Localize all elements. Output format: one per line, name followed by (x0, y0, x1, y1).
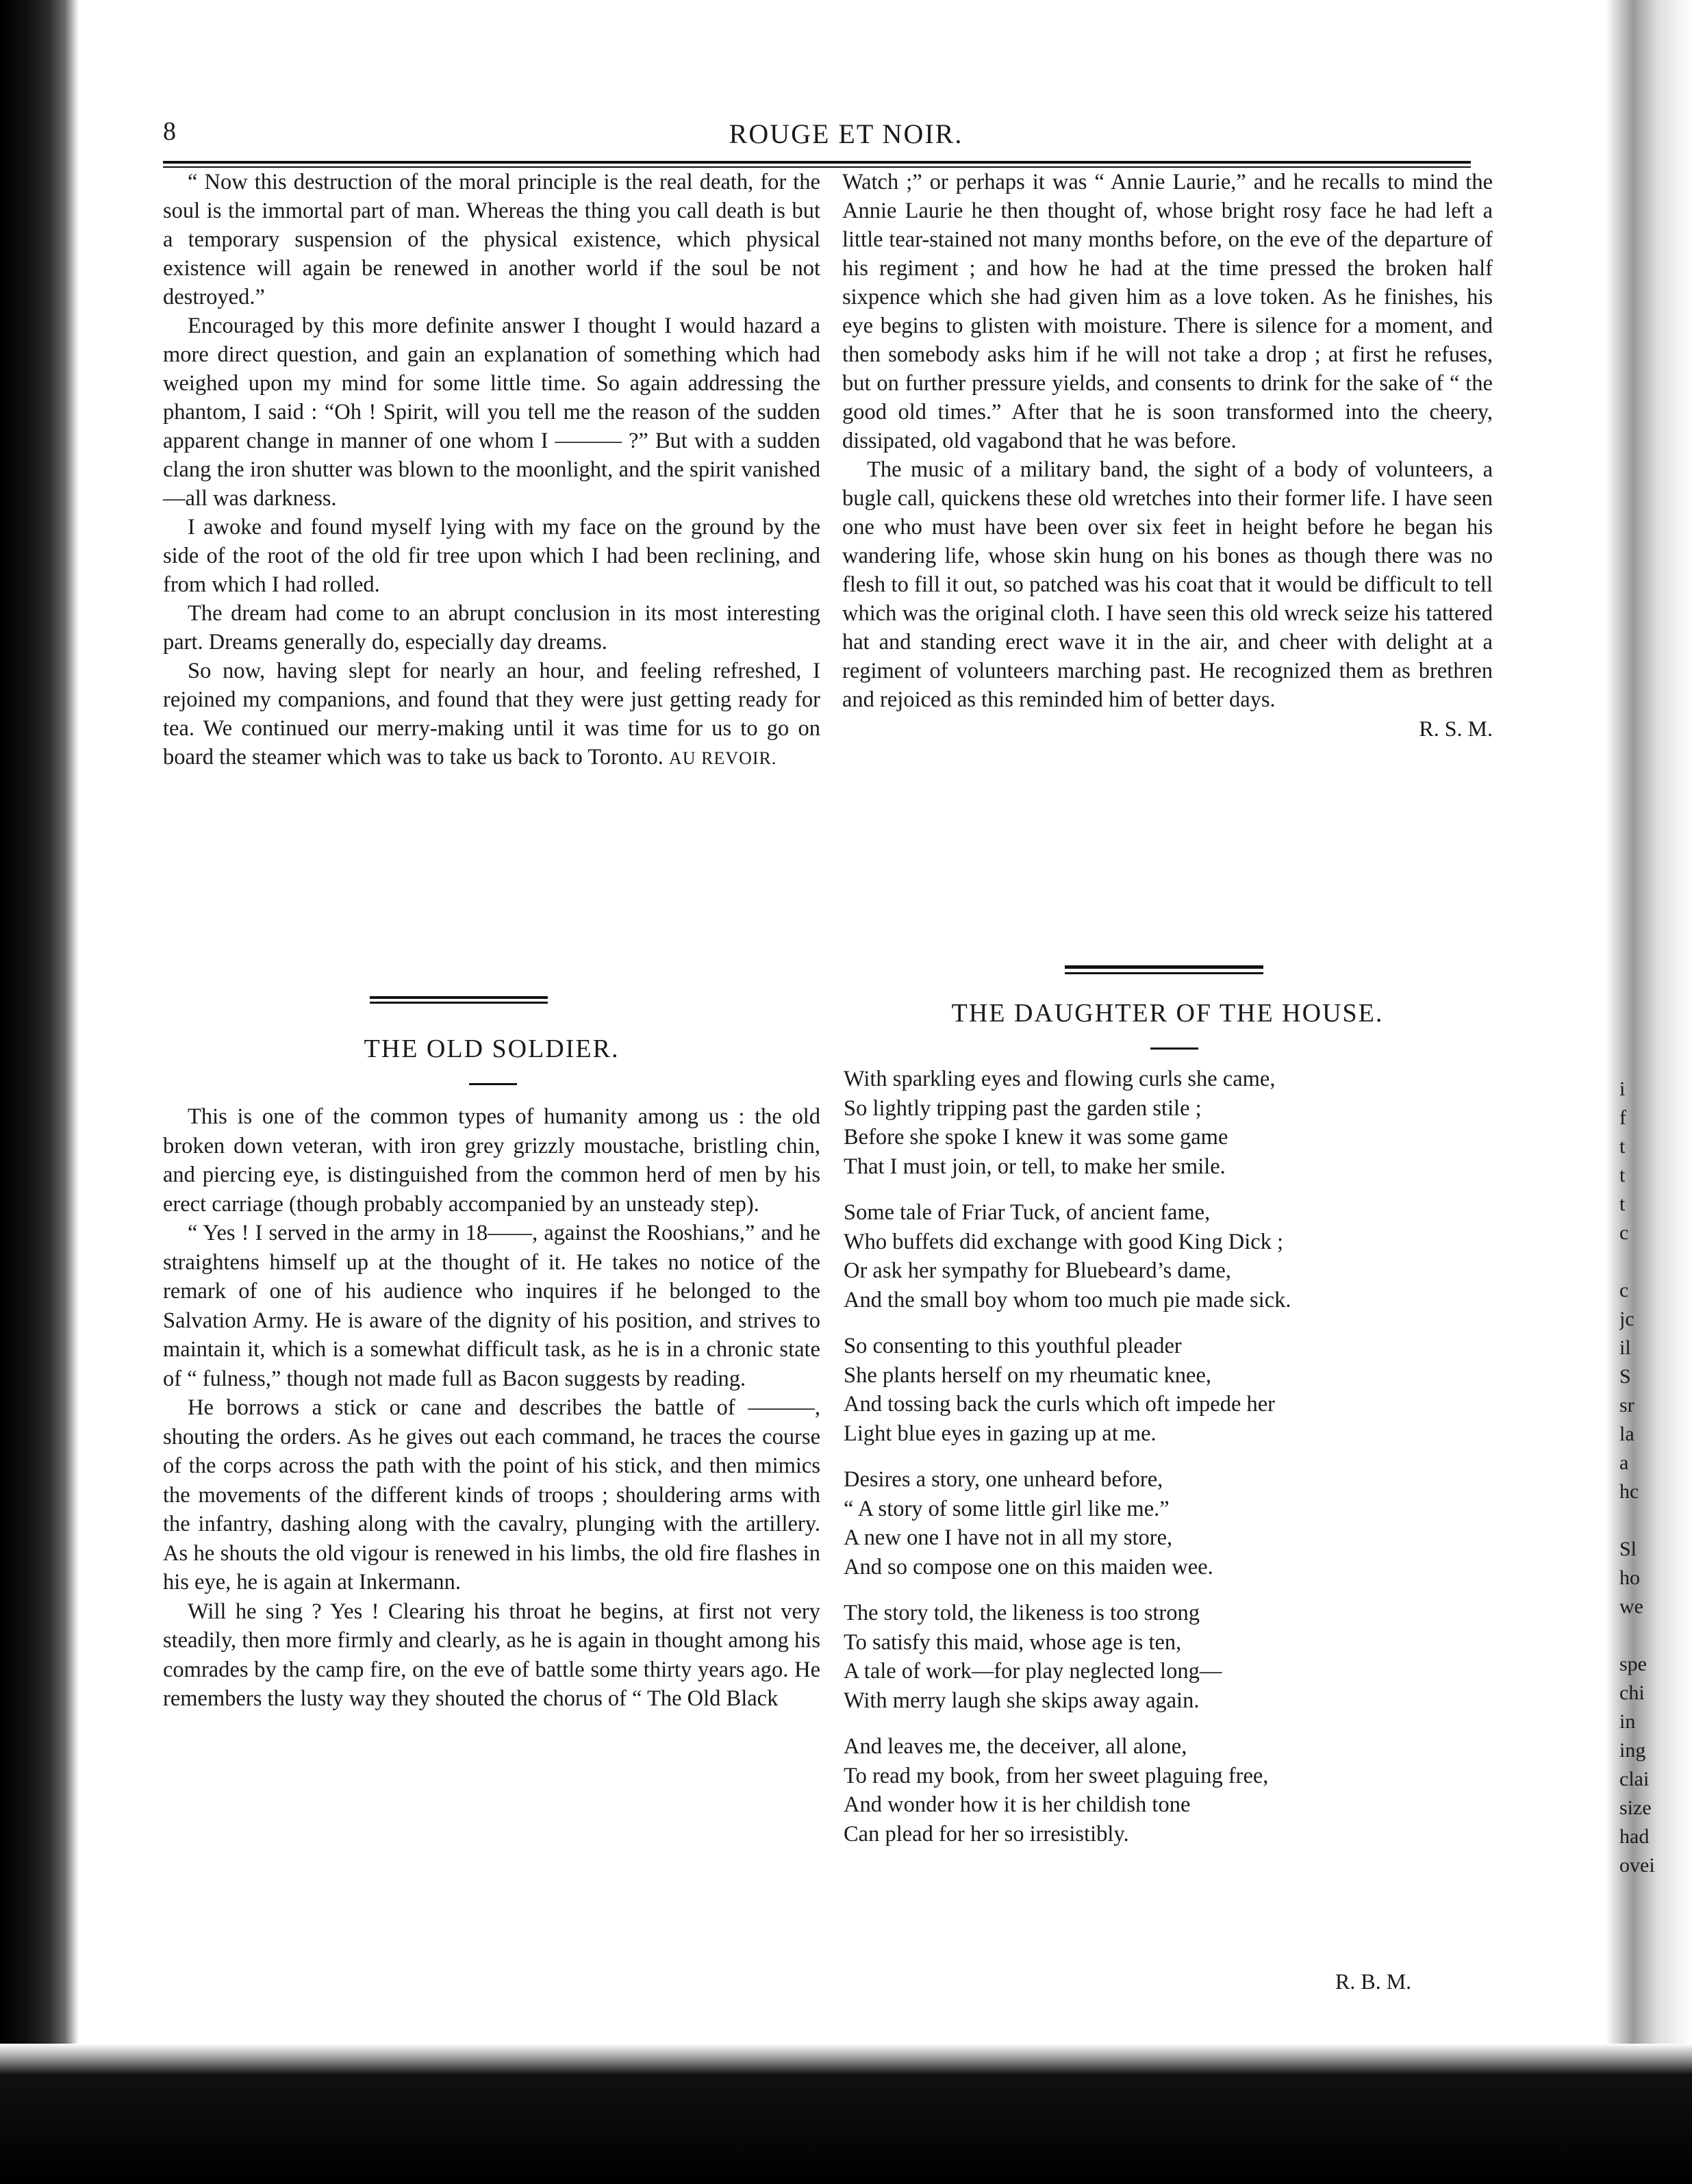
bleed-fragment: ovei (1619, 1854, 1655, 1877)
paragraph: Will he sing ? Yes ! Clearing his throat he begins, at first not very steadily, then more firmly and clearly, as he is again in thought among his comrades by the camp fire, on the eve of battle some thirty years ago. He remembers the lusty way they shouted the chorus of “ The Old Black (163, 1599, 820, 1711)
stanza (844, 1465, 1460, 1582)
paragraph: “ Yes ! I served in the army in 18——, against the Rooshians,” and he straightens himself up at the thought of it. He takes no notice of the remark of one of his audience who inquires if he belonged to the Salvation Army. He is aware of the dignity of his position, and strives to maintain it, which is a somewhat difficult task, as he is in a chronic state of “ fulness,” though not made full as Bacon suggests by reading. (163, 1221, 820, 1391)
poem (844, 1065, 1460, 1866)
bleed-fragment: clai (1619, 1768, 1650, 1790)
poem-line: And wonder how it is her childish tone (844, 1792, 1191, 1817)
stanza (844, 1198, 1460, 1315)
poem-signature: R. B. M. (1335, 1969, 1412, 1994)
poem-line: With sparkling eyes and flowing curls she came, (844, 1067, 1276, 1091)
poem-line: Desires a story, one unheard before, (844, 1467, 1163, 1492)
poem-line: Light blue eyes in gazing up at me. (844, 1421, 1157, 1446)
section-divider (1065, 965, 1263, 969)
article-title-old-soldier: THE OLD SOLDIER. (364, 1034, 620, 1063)
paragraph: I awoke and found myself lying with my face on the ground by the side of the root of the old fir tree upon which I had been reclining, and from which I had rolled. (163, 515, 820, 597)
bleed-fragment: had (1619, 1825, 1650, 1848)
poem-line: Before she spoke I knew it was some game (844, 1125, 1228, 1150)
bleed-fragment: ho (1619, 1566, 1640, 1589)
signature: R. S. M. (1419, 716, 1493, 741)
bleed-fragment: t (1619, 1193, 1626, 1215)
bleed-fragment: chi (1619, 1681, 1645, 1704)
poem-title: THE DAUGHTER OF THE HOUSE. (951, 999, 1384, 1028)
poem-line: The story told, the likeness is too strong (844, 1601, 1200, 1625)
header-rule (163, 161, 1471, 164)
poem-line: And leaves me, the deceiver, all alone, (844, 1734, 1187, 1759)
bleed-fragment: i (1619, 1078, 1626, 1100)
bleed-fragment (1619, 1247, 1674, 1276)
bleed-fragment: we (1619, 1595, 1643, 1618)
bleed-fragment: la (1619, 1423, 1634, 1445)
scan-left-edge (0, 0, 79, 2184)
bleed-fragment: Sl (1619, 1538, 1637, 1560)
poem-line: A new one I have not in all my store, (844, 1525, 1173, 1550)
bleed-fragment (1619, 1506, 1674, 1535)
bleed-fragment: a (1619, 1451, 1629, 1474)
closing-au-revoir: AU REVOIR. (669, 748, 777, 768)
bleed-fragment: size (1619, 1796, 1652, 1819)
poem-line: Can plead for her so irresistibly. (844, 1821, 1129, 1846)
bleed-fragment: t (1619, 1164, 1626, 1186)
bleed-fragment: spe (1619, 1653, 1647, 1675)
running-title: ROUGE ET NOIR. (729, 118, 963, 149)
page-number: 8 (163, 117, 176, 146)
paragraph: Watch ;” or perhaps it was “ Annie Laurie,” and he recalls to mind the Annie Laurie he then thought of, whose bright rosy face he had left a little tear-stained not many months before, on the eve of the departure of his regiment ; and how he had at the time pressed the broken half sixpence which she had given him as a love token. As he finishes, his eye begins to glisten with moisture. There is silence for a moment, and then somebody asks him if he will not take a drop ; at first he refuses, but on further pressure yields, and consents to drink for the sake of “ the good old times.” After that he is soon transformed into the cheery, dissipated, old vagabond that he was before. (842, 170, 1493, 453)
poem-line: Some tale of Friar Tuck, of ancient fame, (844, 1200, 1211, 1225)
left-column-text (163, 168, 820, 773)
next-page-bleed-text (1619, 1075, 1674, 1880)
poem-line: So consenting to this youthful pleader (844, 1334, 1182, 1358)
paragraph: This is one of the common types of humanity among us : the old broken down veteran, with iron grey grizzly moustache, bristling chin, and piercing eye, is distinguished from the common herd of men by his erect carriage (though probably accompanied by an unsteady step). (163, 1104, 820, 1217)
bleed-fragment: in (1619, 1710, 1636, 1733)
old-soldier-text (163, 1102, 820, 1714)
poem-line: And so compose one on this maiden wee. (844, 1554, 1213, 1579)
right-column-text (842, 168, 1493, 743)
poem-line: A tale of work—for play neglected long— (844, 1659, 1222, 1684)
section-divider (370, 996, 548, 999)
section-divider-thin (370, 1002, 548, 1004)
paragraph: The dream had come to an abrupt conclusion in its most interesting part. Dreams generally do, especially day dreams. (163, 601, 820, 655)
poem-line: So lightly tripping past the garden stile ; (844, 1095, 1202, 1121)
title-dash (469, 1083, 517, 1085)
paragraph: Encouraged by this more definite answer I thought I would hazard a more direct question, and gain an explanation of something which had weighed upon my mind for some little time. So again addressing the phantom, I said : “Oh ! Spirit, will you tell me the reason of the sudden apparent change in manner of one whom I ——— ?” But with a sudden clang the iron shutter was blown to the moonlight, and the spirit vanished—all was darkness. (163, 314, 820, 511)
bleed-fragment: ing (1619, 1739, 1646, 1762)
poem-line: And the small boy whom too much pie made sick. (844, 1287, 1291, 1312)
stanza (844, 1599, 1460, 1715)
bleed-fragment: f (1619, 1106, 1626, 1129)
poem-line: “ A story of some little girl like me.” (844, 1496, 1170, 1521)
poem-line: To satisfy this maid, whose age is ten, (844, 1629, 1182, 1655)
bleed-fragment: hc (1619, 1480, 1639, 1503)
scan-bottom-edge (0, 2044, 1692, 2184)
poem-line: Or ask her sympathy for Bluebeard’s dame, (844, 1258, 1231, 1283)
poem-line: To read my book, from her sweet plaguing free, (844, 1763, 1269, 1788)
paragraph: So now, having slept for nearly an hour, and feeling refreshed, I rejoined my companions, and found that they were just getting ready for tea. We continued our merry-making until it was time for us to go on board the steamer which was to take us back to Toronto. AU REVOIR. (163, 659, 820, 770)
stanza (844, 1332, 1460, 1448)
poem-line: With merry laugh she skips away again. (844, 1688, 1200, 1713)
bleed-fragment: sr (1619, 1394, 1634, 1417)
poem-line: She plants herself on my rheumatic knee, (844, 1362, 1211, 1388)
poem-line: Who buffets did exchange with good King Dick ; (844, 1229, 1284, 1254)
stanza (844, 1065, 1460, 1181)
bleed-fragment: t (1619, 1135, 1626, 1158)
section-divider-thin (1065, 972, 1263, 974)
bleed-fragment: jc (1619, 1308, 1634, 1330)
bleed-fragment: il (1619, 1336, 1631, 1359)
bleed-fragment (1619, 1621, 1674, 1650)
paragraph: The music of a military band, the sight of a body of volunteers, a bugle call, quickens these old wretches into their former life. I have seen one who must have been over six feet in height before he began his wandering life, whose skin hung on his bones as though there was no flesh to fill it out, so patched was his coat that it would be difficult to tell which was the original cloth. I have seen this old wreck seize his tattered hat and standing erect wave it in the air, and cheer with delight at a regiment of volunteers marching past. He recognized them as brethren and rejoiced as this reminded him of better days. (842, 457, 1493, 712)
paragraph: He borrows a stick or cane and describes the battle of ———, shouting the orders. As he gives out each command, he traces the course of the corps across the path with the point of his stick, and then mimics the movements of the different kinds of troops ; shouldering arms with the infantry, dashing along with the cavalry, plunging with the artillery. As he shouts the old vigour is renewed in his limbs, the old fire flashes in his eye, he is again at Inkermann. (163, 1395, 820, 1595)
stanza (844, 1732, 1460, 1849)
bleed-fragment: c (1619, 1279, 1629, 1301)
bleed-fragment: S (1619, 1365, 1631, 1388)
poem-line: That I must join, or tell, to make her smile. (844, 1154, 1226, 1179)
bleed-fragment: c (1619, 1221, 1629, 1244)
poem-line: And tossing back the curls which oft impede her (844, 1392, 1275, 1417)
paragraph: “ Now this destruction of the moral principle is the real death, for the soul is the immortal part of man. Whereas the thing you call death is but a temporary suspension of the physical existence, which physical existence will again be renewed in another world if the soul be not destroyed.” (163, 170, 820, 309)
title-dash (1150, 1047, 1198, 1050)
